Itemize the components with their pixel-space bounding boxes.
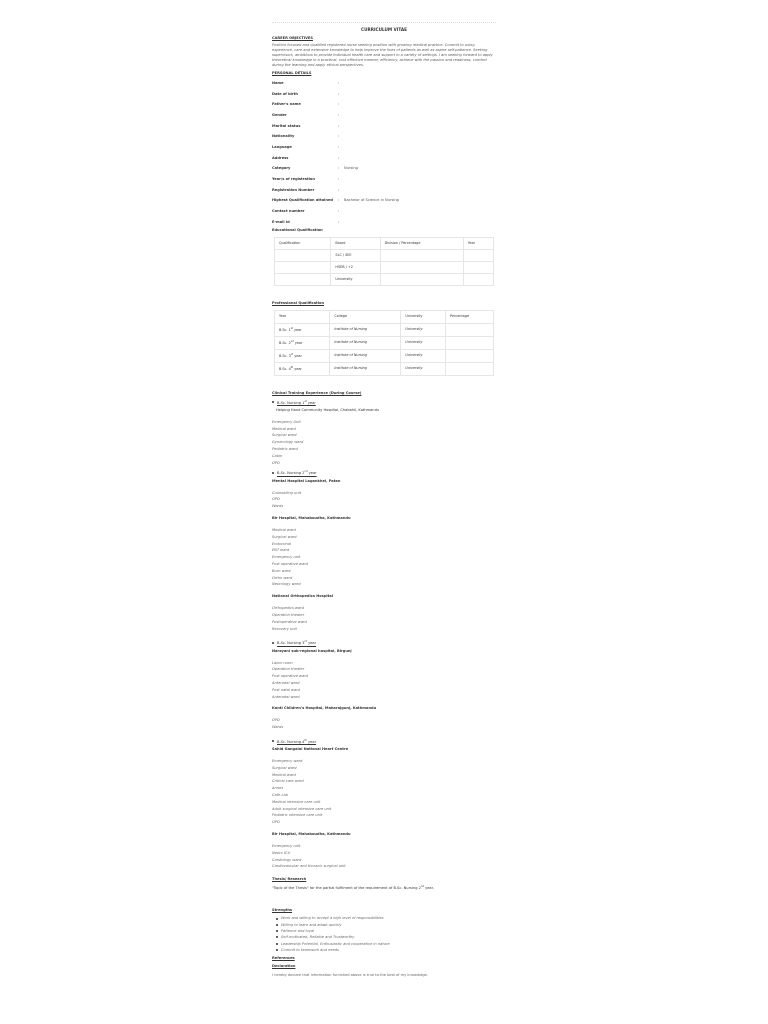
ward-item: Postoperative ward xyxy=(272,619,307,624)
year-sup: th xyxy=(290,366,294,370)
ward-item: Medical ward xyxy=(272,426,296,431)
career-heading: CAREER OBJECTIVES xyxy=(272,36,313,40)
ward-item: Medical intensive care unit xyxy=(272,799,321,804)
personal-details xyxy=(272,78,496,228)
personal-row xyxy=(272,185,496,196)
table-cell: Institute of Nursing xyxy=(330,349,401,362)
page-title: CURRICULUM VITAE xyxy=(361,27,407,32)
year-label-text: B.Sc. Nursing 4 xyxy=(277,740,305,745)
table-cell: Institute of Nursing xyxy=(330,336,401,349)
field-label: Gender xyxy=(272,112,287,117)
field-label: Language xyxy=(272,144,292,149)
ward-item: Neurology ward xyxy=(272,582,301,587)
field-label: Marital status xyxy=(272,123,301,128)
field-colon: : xyxy=(338,177,340,182)
table-row xyxy=(275,349,494,362)
ward-item: Cath Lab xyxy=(272,793,289,798)
field-colon: : xyxy=(338,123,340,128)
year-sup: rd xyxy=(290,353,294,357)
field-colon: : xyxy=(338,80,340,85)
hospital-name: Narayani sub-regional hospital, Birgunj xyxy=(272,648,352,653)
table-cell: University xyxy=(331,273,380,285)
year-tail: year xyxy=(293,367,302,372)
bullet-dot xyxy=(276,930,278,932)
field-label: E-mail id xyxy=(272,219,290,224)
top-divider xyxy=(272,22,496,23)
table-cell xyxy=(446,323,494,336)
declaration-text: I hereby declare that information furnished above is true to the best of my knowledge. xyxy=(272,973,429,978)
table-header: College xyxy=(330,310,401,323)
strength-text: Patience and loyal xyxy=(281,929,315,934)
ward-item: Endocrinal xyxy=(272,541,291,546)
year-bullet xyxy=(272,469,496,476)
year-tail: year xyxy=(306,641,317,646)
personal-heading: PERSONAL DETAILS xyxy=(272,71,312,75)
table-header: Board xyxy=(331,237,380,249)
bullet-dot xyxy=(272,740,274,742)
table-header: Year xyxy=(275,310,330,323)
ward-item: Emergency ward xyxy=(272,759,303,764)
professional-table xyxy=(274,310,494,376)
references-heading: References xyxy=(272,956,295,961)
field-colon: : xyxy=(338,209,340,214)
year-cell xyxy=(275,323,330,336)
bullet-dot xyxy=(276,949,278,951)
table-cell: SLC / SEE xyxy=(331,249,380,261)
table-cell xyxy=(463,261,493,273)
ward-item: Annex xyxy=(272,786,284,791)
spacer xyxy=(272,632,496,636)
year-text: B.Sc. 3 xyxy=(279,354,291,359)
year-tail: year xyxy=(306,740,317,745)
year-sup: st xyxy=(290,327,293,331)
strength-text: Commit to teamwork and needs xyxy=(281,947,339,952)
table-row xyxy=(275,336,494,349)
year-label xyxy=(277,399,316,406)
table-row xyxy=(275,249,494,261)
spacer xyxy=(272,510,496,514)
table-row xyxy=(275,323,494,336)
table-cell: Institute of Nursing xyxy=(330,362,401,375)
year-label-text: B.Sc. Nursing 1 xyxy=(277,400,305,405)
spacer xyxy=(272,731,496,735)
ward-item: OPD xyxy=(272,497,280,502)
bullet-dot xyxy=(272,401,274,403)
year-tail: year xyxy=(293,354,302,359)
hospital-name: Helping Hand Community Hospital, Chabahil, Kathmandu xyxy=(276,407,380,412)
personal-row xyxy=(272,110,496,121)
ward-item: Counselling unit xyxy=(272,490,302,495)
bullet-dot xyxy=(272,472,274,474)
personal-row xyxy=(272,153,496,164)
hospital-name: Mental Hospital Lagankhel, Patan xyxy=(272,478,341,483)
field-label: Name xyxy=(272,80,284,85)
personal-row xyxy=(272,121,496,132)
year-text: B.Sc. 2 xyxy=(279,341,291,346)
ward-item: OPD xyxy=(272,820,280,825)
ward-item: Post operative ward xyxy=(272,674,308,679)
year-label xyxy=(277,469,317,476)
ward-item: Antenatal ward xyxy=(272,694,300,699)
personal-row xyxy=(272,131,496,142)
table-cell xyxy=(463,249,493,261)
table-row xyxy=(275,362,494,375)
hospital-name: Sahid Gangalal National Heart Centre xyxy=(272,747,349,752)
personal-row xyxy=(272,164,496,175)
year-label xyxy=(277,738,316,745)
hospital-name: National Orthopedics Hospital xyxy=(272,594,334,599)
ward-item: Antenatal ward xyxy=(272,680,300,685)
ward-item: Pediatric ward xyxy=(272,447,298,451)
year-tail: year xyxy=(306,400,316,405)
table-header: Percentage xyxy=(446,310,494,323)
declaration-heading: Declaration xyxy=(272,964,296,969)
clinical-heading: Clinical Training Experience (During Course) xyxy=(272,390,362,395)
ward-list xyxy=(272,527,496,588)
thesis-heading: Thesis/ Research xyxy=(272,877,307,882)
hospital-name: Kanti Children's Hospital, Maharajgunj, Kathmandu xyxy=(272,706,377,711)
year-cell xyxy=(275,362,330,375)
thesis-text: "Topic of the Thesis" for the partial fulfilment of the requirement of B.Sc. Nursing 2nd year. xyxy=(272,885,434,891)
personal-row xyxy=(272,89,496,100)
personal-row xyxy=(272,174,496,185)
ward-item: Post operative ward xyxy=(272,561,308,566)
clinical-section xyxy=(272,399,496,875)
cv-document xyxy=(272,22,496,981)
ward-item: OPD xyxy=(272,718,280,723)
bullet-dot xyxy=(276,924,278,926)
year-tail: year xyxy=(293,341,303,346)
strength-text: Self-motivated, Reliable and Trustworthy xyxy=(281,935,355,940)
professional-heading: Professional Qualification xyxy=(272,300,325,305)
ward-item: Medical ward xyxy=(272,527,296,532)
table-cell xyxy=(380,261,463,273)
field-colon: : xyxy=(338,102,340,107)
spacer xyxy=(272,700,496,704)
table-cell: Institute of Nursing xyxy=(330,323,401,336)
table-cell xyxy=(275,273,331,285)
personal-row xyxy=(272,142,496,153)
ward-list xyxy=(272,758,496,826)
ward-item: Operation theater xyxy=(272,667,305,672)
ward-item: ENT ward xyxy=(272,548,290,553)
table-cell: University xyxy=(401,349,446,362)
year-tail: year xyxy=(307,471,317,476)
ward-item: Medical ward xyxy=(272,772,296,777)
year-bullet xyxy=(272,738,496,745)
table-cell xyxy=(446,362,494,375)
table-header: Division / Percentage xyxy=(380,237,463,249)
field-label: Address xyxy=(272,155,289,160)
ward-list xyxy=(272,717,496,731)
field-label: Father's name xyxy=(272,102,301,107)
ward-item: Wards xyxy=(272,725,284,730)
ward-item: Burn ward xyxy=(272,568,291,573)
table-cell: HSEB / +2 xyxy=(331,261,380,273)
personal-row xyxy=(272,196,496,207)
table-cell xyxy=(463,273,493,285)
table-cell xyxy=(446,349,494,362)
ward-item: Wards xyxy=(272,504,284,509)
ward-item: Labor room xyxy=(272,660,293,665)
table-cell: University xyxy=(401,336,446,349)
table-header: Qualification xyxy=(275,237,331,249)
table-cell xyxy=(446,336,494,349)
field-value: Nursing xyxy=(344,166,358,171)
career-text: Position focused and qualified registered nurse seeking position with growing medical practice. Commit to using experience, care and extensive knowledge to help improve the lives of patients as well as aspire self-patience. Seeking supervisors, ambitious to provide individual health care and support in a variety of settings. I am seeking forward to apply theoretical knowledge in a practical, cost effective manner, efficiency, achieve with the passion and readiness, comfort during the learning and apply ethical perspectives. xyxy=(272,43,493,67)
year-sup: rd xyxy=(304,640,307,644)
field-label: Highest Qualification attained xyxy=(272,198,333,203)
spacer xyxy=(272,588,496,592)
table-cell: University xyxy=(401,323,446,336)
personal-row xyxy=(272,217,496,228)
ward-item: Emergency unit xyxy=(272,844,301,849)
ward-list xyxy=(272,419,496,467)
year-bullet xyxy=(272,639,496,646)
ward-list xyxy=(272,660,496,701)
ward-item: Operation theater xyxy=(272,612,305,617)
strength-text: Leadership Potential, Enthusiastic and cooperative in nature xyxy=(281,941,390,946)
year-tail: year xyxy=(292,328,302,333)
education-table xyxy=(274,237,494,286)
ward-item: Neuro ICU xyxy=(272,850,291,855)
hospital-name: Bir Hospital, Mahaboudha, Kathmandu xyxy=(272,832,351,837)
ward-item: Cardiovascular and thoracic surgical unit xyxy=(272,864,346,869)
bullet-dot xyxy=(276,918,278,920)
field-colon: : xyxy=(338,187,340,192)
field-label: Contact number xyxy=(272,209,305,214)
table-row xyxy=(275,273,494,285)
ward-item: Gynecology ward xyxy=(272,440,304,445)
table-cell xyxy=(380,273,463,285)
year-label-text: B.Sc. Nursing 3 xyxy=(277,641,305,646)
personal-row xyxy=(272,78,496,89)
ward-item: Orthopedics ward xyxy=(272,606,304,611)
ward-item: Emergency Unit xyxy=(272,419,301,424)
ward-list xyxy=(272,490,496,510)
field-colon: : xyxy=(338,155,340,160)
field-value: Bachelor of Science in Nursing xyxy=(344,198,399,203)
field-label: Category xyxy=(272,166,291,171)
ward-list xyxy=(272,843,496,870)
field-label: Year/s of registration xyxy=(272,177,315,182)
field-colon: : xyxy=(338,166,340,171)
ward-item: Cabin xyxy=(272,453,283,458)
personal-row xyxy=(272,206,496,217)
ward-item: Critical care ward xyxy=(272,779,304,784)
ward-item: Recovery unit xyxy=(272,626,297,631)
personal-row xyxy=(272,99,496,110)
table-cell xyxy=(380,249,463,261)
year-sup: nd xyxy=(304,470,308,474)
ward-item: Emergency unit xyxy=(272,555,301,560)
spacer xyxy=(272,826,496,830)
strength-item xyxy=(276,947,496,953)
year-label xyxy=(277,639,316,646)
field-colon: : xyxy=(338,198,340,203)
field-label: Nationality xyxy=(272,134,295,139)
ward-item: OPD xyxy=(272,460,280,465)
strength-text: Work and willing to accept a high level of responsibilities xyxy=(281,916,384,921)
year-label-text: B.Sc. Nursing 2 xyxy=(277,471,305,476)
ward-item: Cardiology ward xyxy=(272,857,302,862)
strengths-heading: Strengths xyxy=(272,908,293,913)
year-sup: st xyxy=(304,399,307,403)
year-text: B.Sc. 1 xyxy=(279,328,291,333)
strength-text: Willing to learn and adapt quickly xyxy=(281,922,342,927)
ward-item: Adult surgical intensive care unit xyxy=(272,806,332,811)
strengths-list xyxy=(276,915,496,953)
bullet-dot xyxy=(276,943,278,945)
hospital-name: Bir Hospital, Mahaboudha, Kathmandu xyxy=(272,515,351,520)
field-colon: : xyxy=(338,134,340,139)
year-cell xyxy=(275,336,330,349)
field-colon: : xyxy=(338,219,340,224)
table-header: Year xyxy=(463,237,493,249)
field-colon: : xyxy=(338,91,340,96)
year-sup: th xyxy=(304,738,307,742)
table-cell: University xyxy=(401,362,446,375)
bullet-dot xyxy=(276,936,278,938)
ward-item: Post natal ward xyxy=(272,687,300,692)
bullet-dot xyxy=(272,642,274,644)
ward-item: Pediatric intensive care unit xyxy=(272,813,323,818)
ward-item: Ortho ward xyxy=(272,575,293,580)
table-cell xyxy=(275,261,331,273)
education-heading: Educational Qualification xyxy=(272,227,323,232)
field-colon: : xyxy=(338,144,340,149)
year-text: B.Sc. 4 xyxy=(279,367,291,372)
year-cell xyxy=(275,349,330,362)
table-header: University xyxy=(401,310,446,323)
spacer xyxy=(272,870,496,874)
table-row xyxy=(275,261,494,273)
year-bullet xyxy=(272,399,496,406)
ward-item: Surgical ward xyxy=(272,433,297,438)
ward-item: Surgical ward xyxy=(272,534,297,539)
ward-item: Surgical ward xyxy=(272,765,297,770)
field-colon: : xyxy=(338,112,340,117)
table-cell xyxy=(275,249,331,261)
ward-list xyxy=(272,605,496,632)
year-sup: nd xyxy=(290,340,294,344)
field-label: Date of birth xyxy=(272,91,298,96)
field-label: Registration Number xyxy=(272,187,315,192)
